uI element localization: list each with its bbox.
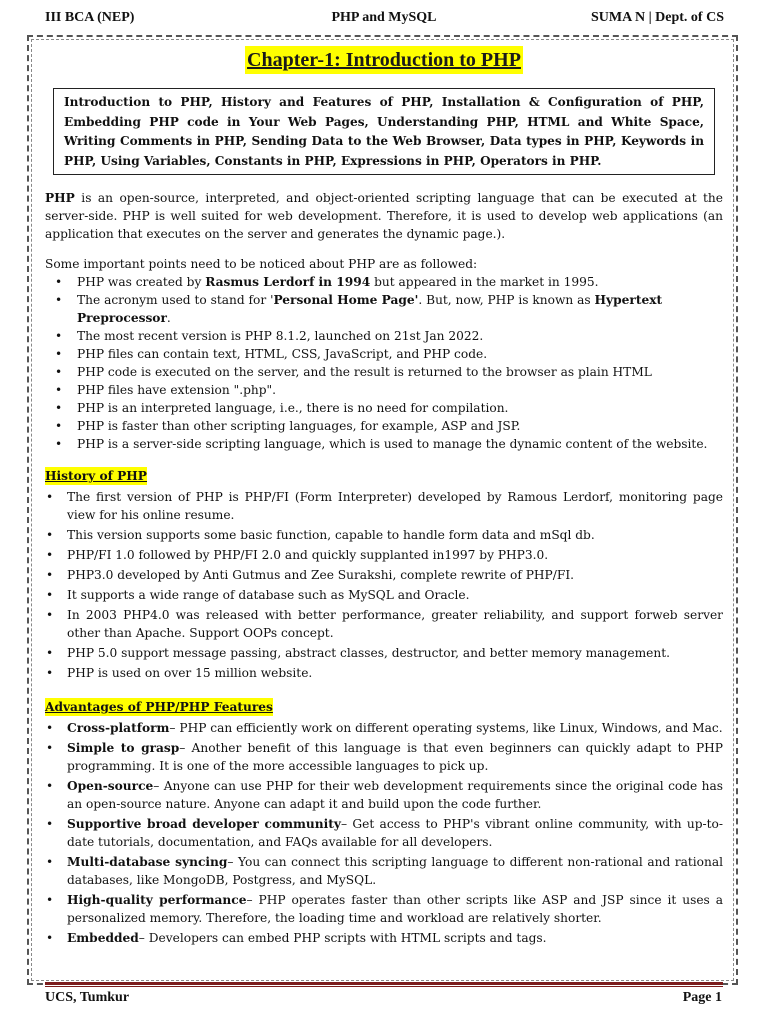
list-item: • Simple to grasp– Another benefit of this language is that even beginners can quickly adapt to PHP programming. It is one of the more accessible languages to pick up.	[67, 739, 723, 775]
footer-rule-thin	[45, 986, 723, 987]
list-item: • PHP is used on over 15 million website.	[67, 664, 723, 682]
advantages-list	[45, 719, 723, 947]
footer-college: UCS, Tumkur	[45, 990, 130, 1005]
page-header	[0, 0, 768, 34]
list-item: • In 2003 PHP4.0 was released with better performance, greater reliability, and support forweb server other than Apache. Support OOPs concept.	[67, 606, 723, 642]
chapter-title: Chapter-1: Introduction to PHP	[245, 46, 523, 74]
list-item: • PHP files can contain text, HTML, CSS, JavaScript, and PHP code.	[77, 345, 723, 363]
header-author: SUMA N | Dept. of CS	[591, 10, 724, 25]
list-item: • PHP 5.0 support message passing, abstract classes, destructor, and better memory management.	[67, 644, 723, 662]
intro-lead: PHP	[45, 191, 75, 205]
list-item: • This version supports some basic function, capable to handle form data and mSql db.	[67, 526, 723, 544]
list-item: • The acronym used to stand for 'Personal Home Page'. But, now, PHP is known as Hypertext Preprocessor.	[77, 291, 723, 327]
history-heading: History of PHP	[45, 469, 147, 483]
list-item: • PHP/FI 1.0 followed by PHP/FI 2.0 and quickly supplanted in1997 by PHP3.0.	[67, 546, 723, 564]
history-list	[45, 488, 723, 682]
advantages-heading: Advantages of PHP/PHP Features	[45, 700, 273, 714]
list-item: • PHP is a server-side scripting language, which is used to manage the dynamic content of the website.	[77, 435, 723, 453]
list-item: • Supportive broad developer community– Get access to PHP's vibrant online community, with up-to-date tutorials, documentation, and FAQs available for all developers.	[67, 815, 723, 851]
list-item: • Embedded– Developers can embed PHP scripts with HTML scripts and tags.	[67, 929, 723, 947]
list-item: • Open-source– Anyone can use PHP for their web development requirements since the original code has an open-source nature. Anyone can adapt it and build upon the code further.	[67, 777, 723, 813]
header-course: III BCA (NEP)	[45, 10, 135, 25]
list-item: • PHP code is executed on the server, and the result is returned to the browser as plain HTML	[77, 363, 723, 381]
footer-rule	[45, 982, 723, 985]
list-item: • Multi-database syncing– You can connect this scripting language to different non-rational and rational databases, like MongoDB, Postgress, and MySQL.	[67, 853, 723, 889]
list-item: • High-quality performance– PHP operates faster than other scripts like ASP and JSP since it uses a personalized memory. Therefore, the loading time and workload are relatively shorter.	[67, 891, 723, 927]
intro-text: is an open-source, interpreted, and object-oriented scripting language that can be executed at the server-side. PHP is well suited for web development. Therefore, it is used to develop web applications (an application that executes on the server and generates the dynamic page.).	[45, 191, 723, 241]
list-item: • PHP files have extension ".php".	[77, 381, 723, 399]
intro-paragraph	[45, 189, 723, 243]
list-item: • Cross-platform– PHP can efficiently work on different operating systems, like Linux, Windows, and Mac.	[67, 719, 723, 737]
list-item: • The most recent version is PHP 8.1.2, launched on 21st Jan 2022.	[77, 327, 723, 345]
list-item: • PHP was created by Rasmus Lerdorf in 1994 but appeared in the market in 1995.	[77, 273, 723, 291]
list-item: • PHP is an interpreted language, i.e., there is no need for compilation.	[77, 399, 723, 417]
page-number: Page 1	[682, 990, 722, 1005]
points-intro: Some important points need to be noticed about PHP are as followed:	[45, 257, 478, 271]
page-content	[45, 46, 723, 949]
points-list	[45, 273, 723, 453]
syllabus-box: Introduction to PHP, History and Features of PHP, Installation & Configuration of PHP, Embedding PHP code in Your Web Pages, Understanding PHP, HTML and White Space, Writing Comments in PHP, Sending Data to the Web Browser, Data types in PHP, Keywords in PHP, Using Variables, Constants in PHP, Expressions in PHP, Operators in PHP.	[53, 88, 715, 175]
list-item: • The first version of PHP is PHP/FI (Form Interpreter) developed by Ramous Lerdorf, monitoring page view for his online resume.	[67, 488, 723, 524]
list-item: • It supports a wide range of database such as MySQL and Oracle.	[67, 586, 723, 604]
list-item: • PHP is faster than other scripting languages, for example, ASP and JSP.	[77, 417, 723, 435]
list-item: • PHP3.0 developed by Anti Gutmus and Zee Surakshi, complete rewrite of PHP/FI.	[67, 566, 723, 584]
header-subject: PHP and MySQL	[331, 10, 437, 25]
